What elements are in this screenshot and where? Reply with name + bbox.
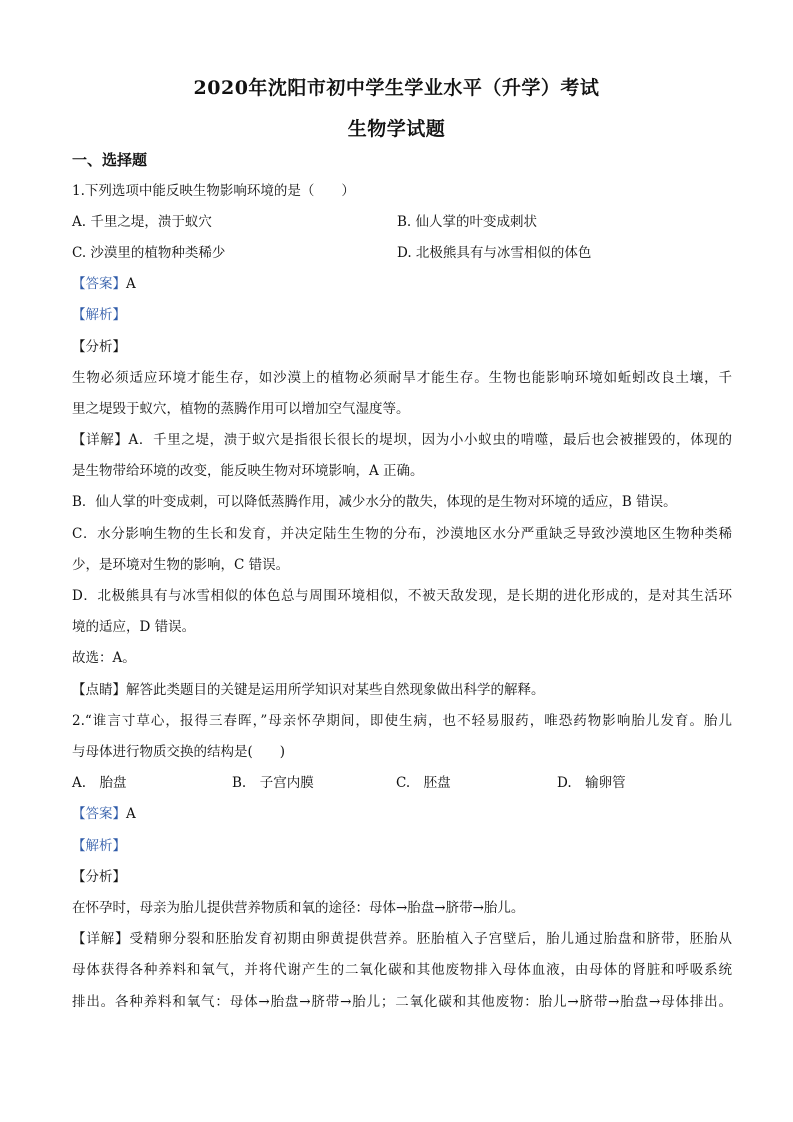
q2-fenxi-label: 【分析】 [72,869,126,885]
q1-fenxi-label: 【分析】 [72,339,126,355]
q1-detail-line-9: 【点睛】解答此类题目的关键是运用所学知识对某些自然现象做出科学的解释。 [72,682,545,698]
q1-detail-line-7: 境的适应，D 错误。 [72,619,196,635]
q2-option-d: D. 输卵管 [557,775,626,791]
q1-detail-line-2: 是生物带给环境的改变，能反映生物对环境影响，A 正确。 [72,463,424,479]
q2-detail-line-1: 【详解】受精卵分裂和胚胎发育初期由卵黄提供营养。胚胎植入子宫壁后，胎儿通过胎盘和脐带，胚胎从 [72,931,732,947]
q1-analysis-label: 【解析】 [72,307,126,323]
q2-answer [72,805,732,823]
q1-detail-line-1: 【详解】A．千里之堤，溃于蚁穴是指很长很长的堤坝，因为小小蚁虫的啃噬，最后也会被摧毁的，体现的 [72,432,732,448]
q1-option-d: D. 北极熊具有与冰雪相似的体色 [397,245,592,261]
exam-title: 2020年沈阳市初中学生学业水平（升学）考试 [193,77,600,99]
q2-answer-value: A [126,806,136,822]
q2-detail-line-3: 排出。各种养料和氧气：母体→胎盘→脐带→胎儿；二氧化碳和其他废物：胎儿→脐带→胎盘→母体排出。 [72,994,732,1010]
q2-detail-line-2: 母体获得各种养料和氧气，并将代谢产生的二氧化碳和其他废物排入母体血液，由母体的肾脏和呼吸系统 [72,962,732,978]
q1-stem: 1.下列选项中能反映生物影响环境的是（ ） [72,183,355,199]
q1-answer-label: 【答案】 [72,276,126,292]
q2-answer-label: 【答案】 [72,806,126,822]
q1-detail-line-3: B．仙人掌的叶变成刺，可以降低蒸腾作用，减少水分的散失，体现的是生物对环境的适应，B 错误。 [72,494,677,510]
q1-fenxi-line-1: 生物必须适应环境才能生存，如沙漠上的植物必须耐旱才能生存。生物也能影响环境如蚯蚓改良土壤，千 [72,370,732,386]
q1-option-c: C. 沙漠里的植物种类稀少 [72,245,226,261]
q1-fenxi-line-2: 里之堤毁于蚁穴，植物的蒸腾作用可以增加空气湿度等。 [72,401,410,417]
q1-option-a: A. 千里之堤，溃于蚁穴 [72,214,212,230]
q1-option-b: B. 仙人掌的叶变成刺状 [397,214,538,230]
q1-detail-line-5: 少，是环境对生物的影响，C 错误。 [72,557,290,573]
section-heading-choice: 一、选择题 [72,151,148,169]
q1-answer [72,275,732,293]
q2-option-b: B. 子宫内膜 [232,775,314,791]
exam-subtitle: 生物学试题 [347,118,446,140]
q1-detail-line-6: D．北极熊具有与冰雪相似的体色总与周围环境相似，不被天敌发现，是长期的进化形成的，是对其生活环 [72,588,732,604]
q2-stem-line-1: 2.“谁言寸草心，报得三春晖，”母亲怀孕期间，即使生病，也不轻易服药，唯恐药物影响胎儿发育。胎儿 [72,713,732,729]
q2-fenxi-line: 在怀孕时，母亲为胎儿提供营养物质和氧的途径：母体→胎盘→脐带→胎儿。 [72,900,525,916]
q2-option-c: C. 胚盘 [396,775,451,791]
q1-detail-line-8: 故选：A。 [72,650,136,666]
q2-analysis-label: 【解析】 [72,838,126,854]
q1-detail-line-4: C．水分影响生物的生长和发育，并决定陆生生物的分布，沙漠地区水分严重缺乏导致沙漠地区生物种类稀 [72,526,732,542]
q2-option-a: A. 胎盘 [72,775,127,791]
q2-stem-line-2: 与母体进行物质交换的结构是( ) [72,744,286,760]
q1-answer-value: A [126,276,136,292]
